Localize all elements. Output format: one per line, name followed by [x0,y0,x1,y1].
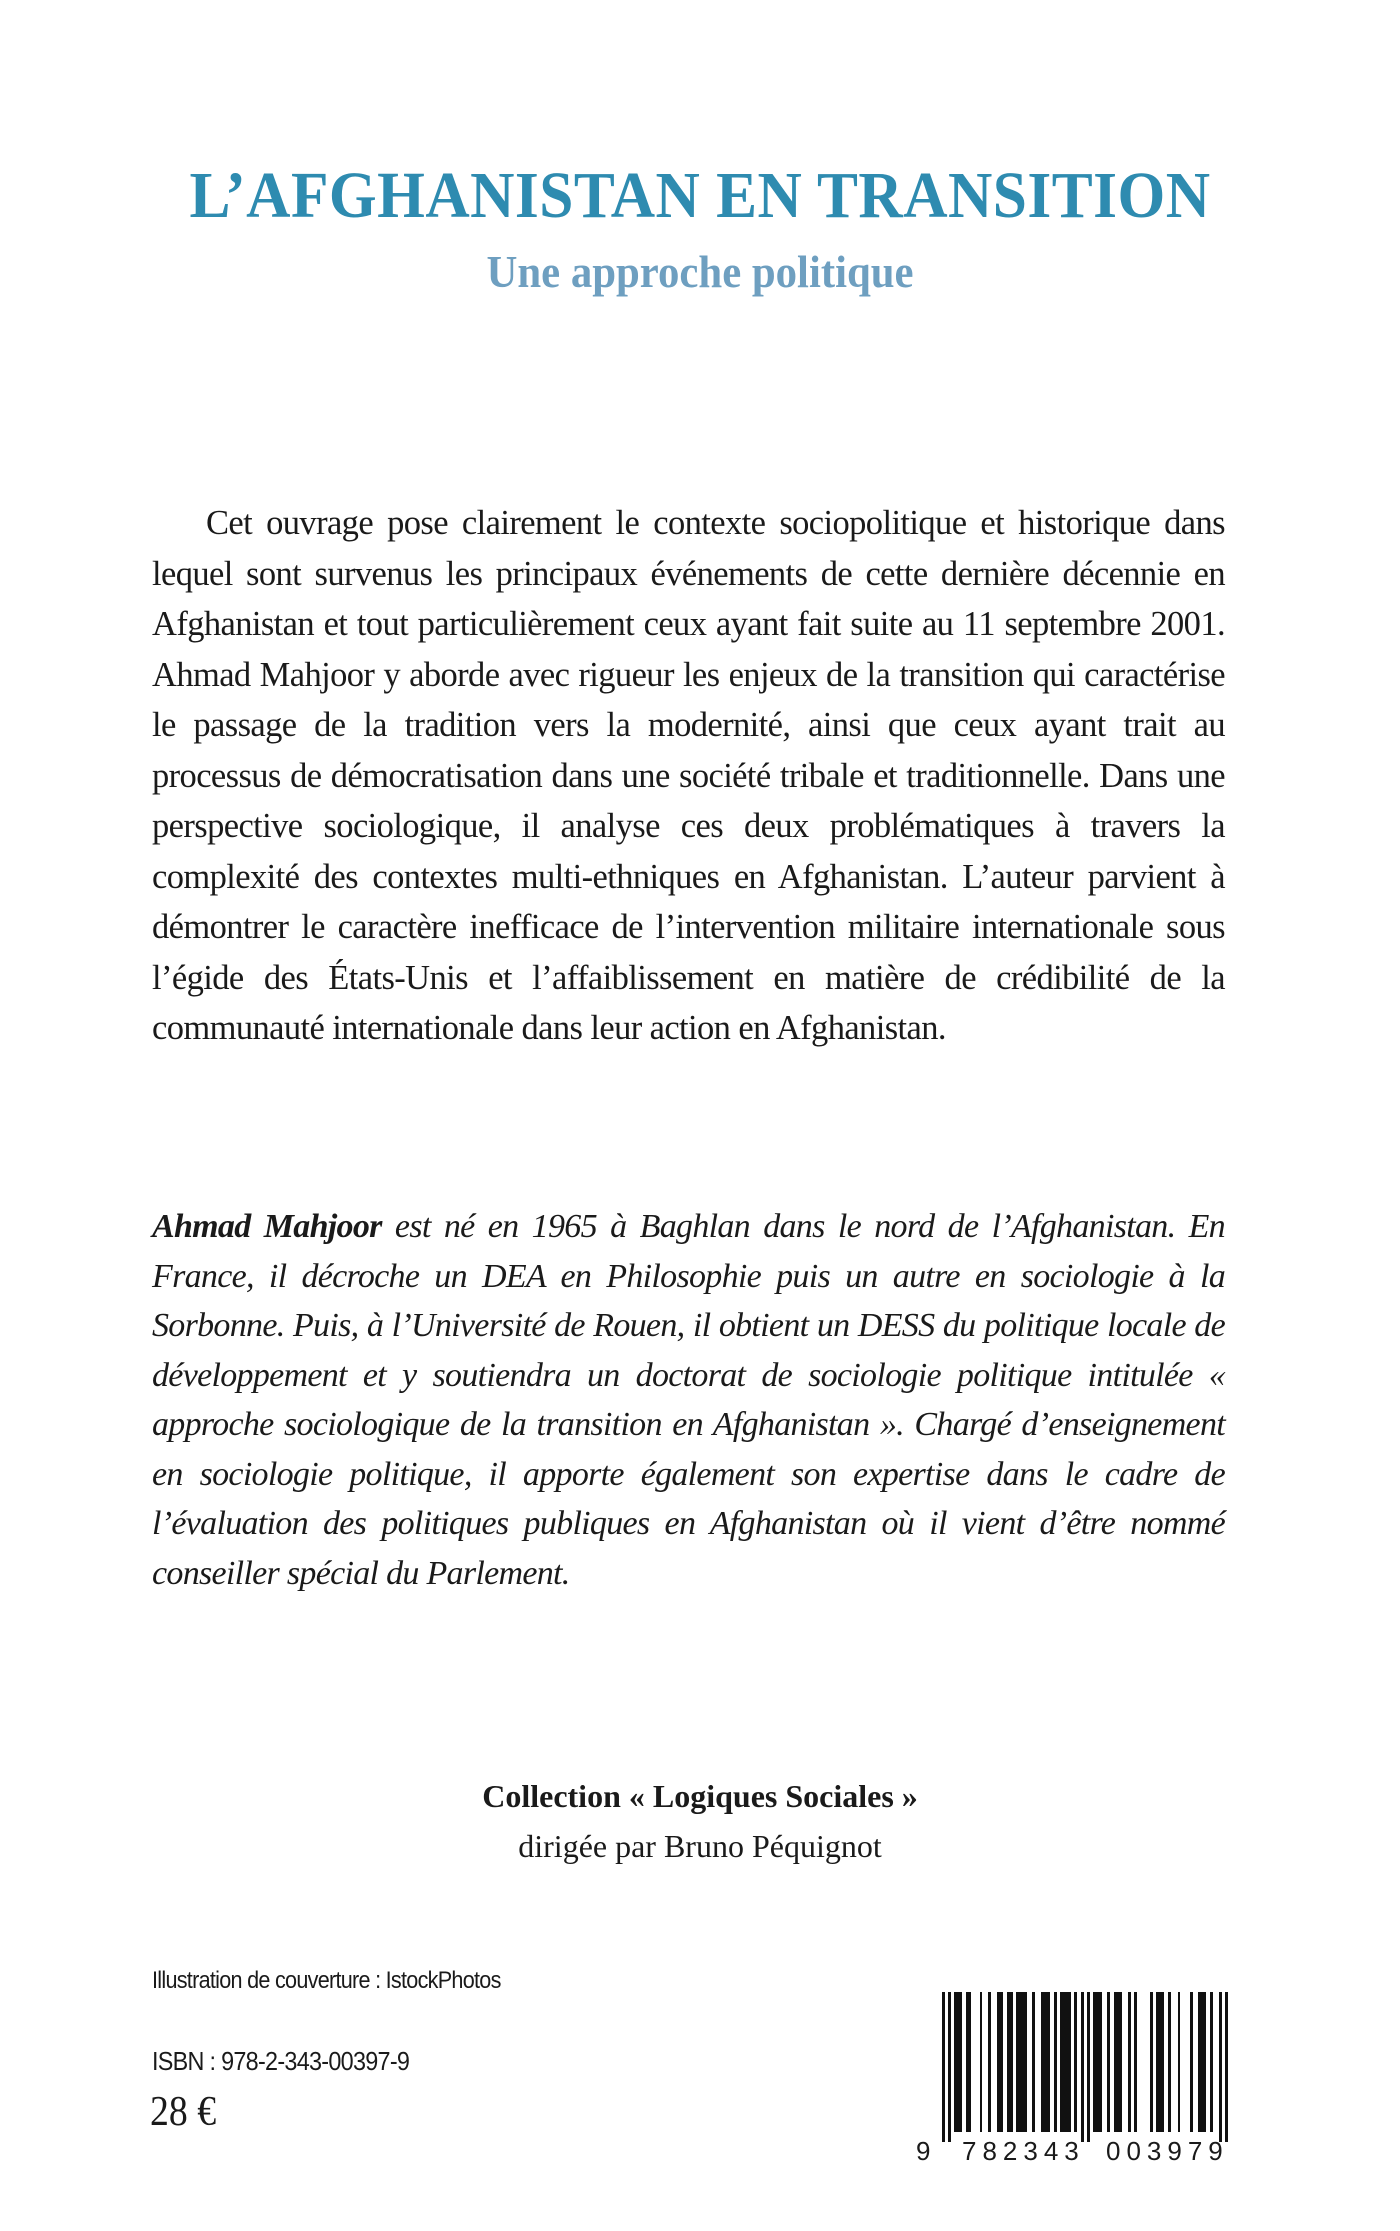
summary-paragraph: Cet ouvrage pose clairement le contexte sociopolitique et historique dans lequel sont survenus les principaux événements de cette dernière décennie en Afghanistan et tout particulièrement ceux ayant fait suite au 11 septembre 2001. Ahmad Mahjoor y aborde avec rigueur les enjeux de la transition qui caractérise le passage de la tradition vers la modernité, ainsi que ceux ayant trait au processus de démocratisation dans une société tribale et traditionnelle. Dans une perspective sociologique, il analyse ces deux problématiques à travers la complexité des contextes multi-ethniques en Afghanistan. L’auteur parvient à démontrer le caractère inefficace de l’intervention militaire internationale sous l’égide des États-Unis et l’affaiblissement en matière de crédibilité de la communauté internationale dans leur action en Afghanistan. [152,504,1225,1047]
barcode-digits-left: 782343 [962,2136,1085,2166]
author-bio [152,1202,1225,1598]
barcode-digits-right: 003979 [1106,2136,1229,2166]
author-name: Ahmad Mahjoor [152,1208,382,1245]
illustration-credit: Illustration de couverture : IstockPhotos [152,1967,501,1994]
isbn: ISBN : 978-2-343-00397-9 [152,2046,410,2076]
barcode [912,1982,1252,2167]
barcode-digits [912,2136,1252,2167]
book-title: L’AFGHANISTAN EN TRANSITION [189,159,1211,232]
collection-director: dirigée par Bruno Péquignot [518,1828,882,1864]
author-bio-text: est né en 1965 à Baghlan dans le nord de l’Afghanistan. En France, il décroche un DEA en Philosophie puis un autre en sociologie à la Sorbonne. Puis, à l’Université de Rouen, il obtient un DESS du politique locale de développement et y soutiendra un doctorat de sociologie politique intitulée « approche sociologique de la transition en Afghanistan ». Chargé d’enseignement en sociologie politique, il apporte également son expertise dans le cadre de l’évaluation des politiques publiques en Afghanistan où il vient d’être nommé conseiller spécial du Parlement. [152,1208,1225,1592]
collection-name: Collection « Logiques Sociales » [482,1778,918,1814]
barcode-digit-prefix: 9 [916,2136,931,2166]
barcode-bars-icon [912,1982,1252,2142]
price: 28 € [150,2089,217,2135]
book-subtitle: Une approche politique [486,246,914,297]
